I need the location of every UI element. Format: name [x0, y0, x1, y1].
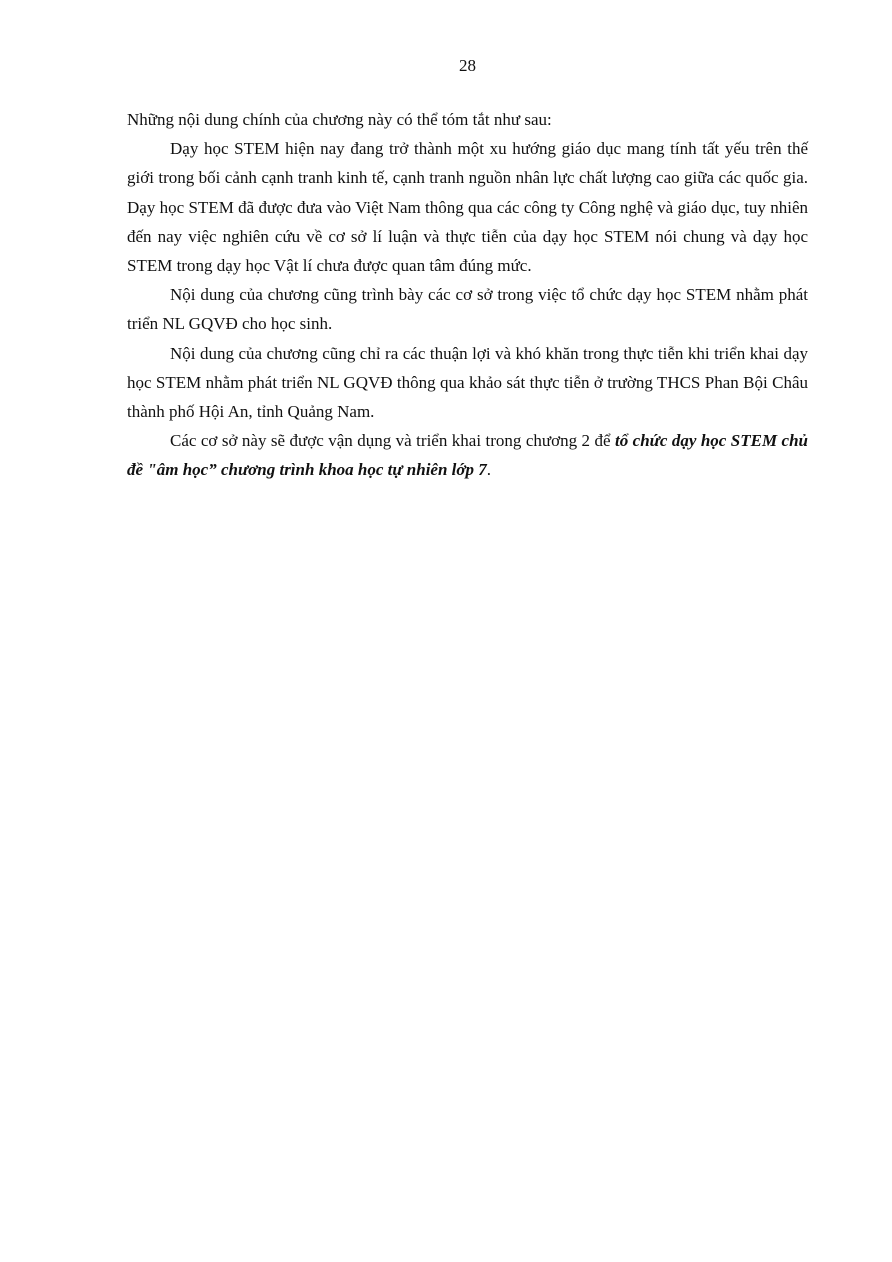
intro-paragraph: Những nội dung chính của chương này có thể tóm tắt như sau:	[127, 110, 552, 129]
paragraph-advantages-difficulties: Nội dung của chương cũng chỉ ra các thuận lợi và khó khăn trong thực tiễn khi triển khai dạy học STEM nhằm phát triển NL GQVĐ thông qua khảo sát thực tiễn ở trường THCS Phan Bội Châu thành phố Hội An, tỉnh Quảng Nam.	[127, 343, 808, 422]
paragraph-application-emphasis: tổ chức dạy học STEM chủ đề "âm học” chương trình khoa học tự nhiên lớp 7	[127, 431, 809, 480]
page-number: 28	[459, 56, 476, 75]
body-text	[127, 105, 808, 485]
paragraph-application-tail: .	[486, 460, 492, 480]
paragraph-application	[127, 426, 808, 484]
paragraph-organization-basis: Nội dung của chương cũng trình bày các cơ sở trong việc tổ chức dạy học STEM nhằm phát triển NL GQVĐ cho học sinh.	[127, 285, 808, 334]
paragraph-application-lead: Các cơ sở này sẽ được vận dụng và triển khai trong chương 2 để	[170, 431, 615, 451]
paragraph-stem-trend: Dạy học STEM hiện nay đang trở thành một xu hướng giáo dục mang tính tất yếu trên thế giới trong bối cảnh cạnh tranh kinh tế, cạnh tranh nguồn nhân lực chất lượng cao giữa các quốc gia. Dạy học STEM đã được đưa vào Việt Nam thông qua các công ty Công nghệ và giáo dục, tuy nhiên đến nay việc nghiên cứu về cơ sở lí luận và thực tiễn của dạy học STEM nói chung và dạy học STEM trong dạy học Vật lí chưa được quan tâm đúng mức.	[127, 139, 808, 276]
